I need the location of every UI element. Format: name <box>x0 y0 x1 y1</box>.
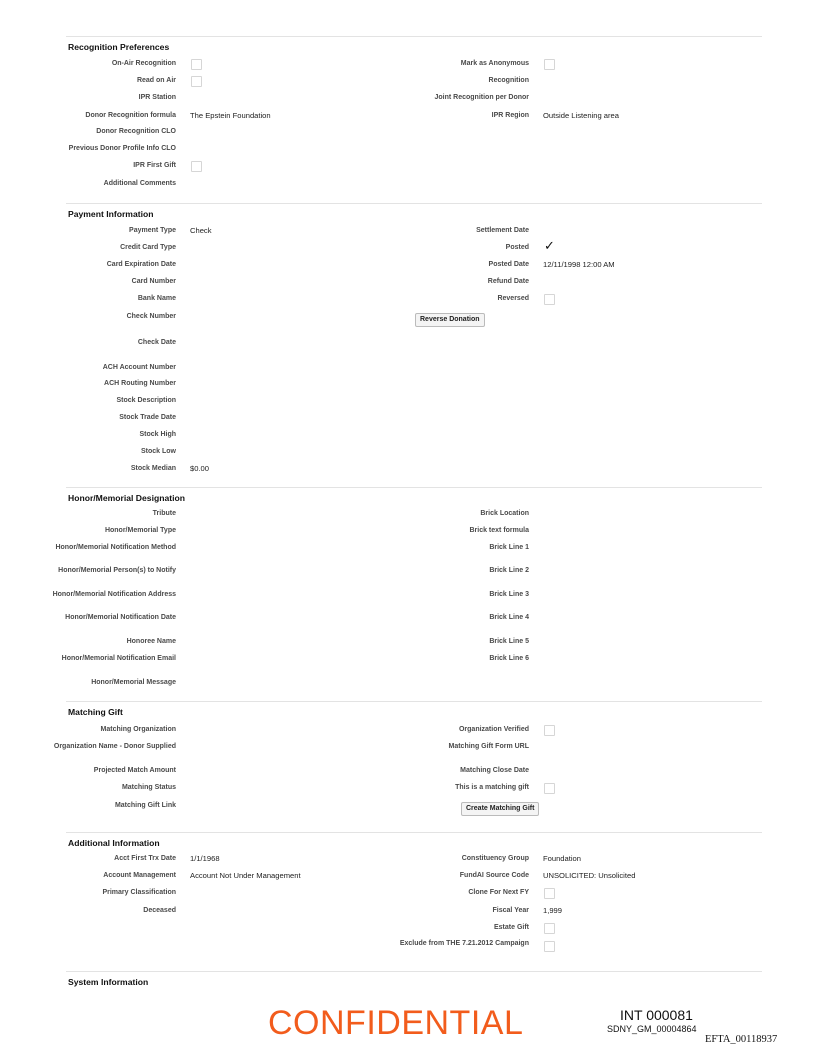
label-settlement-date: Settlement Date <box>476 227 529 234</box>
efta-number-stamp: EFTA_00118937 <box>705 1034 778 1045</box>
section-divider <box>66 36 762 37</box>
label-card-number: Card Number <box>131 278 176 285</box>
section-divider <box>66 971 762 972</box>
label-acct-first-trx-date: Acct First Trx Date <box>114 855 176 862</box>
checkbox-read-on-air[interactable] <box>191 76 202 87</box>
label-honoree-name: Honoree Name <box>126 638 176 645</box>
label-stock-high: Stock High <box>139 431 176 438</box>
label-ipr-station: IPR Station <box>138 94 176 101</box>
label-exclude-from-campaign: Exclude from THE 7.21.2012 Campaign <box>399 940 529 947</box>
label-matching-organization: Matching Organization <box>100 726 176 733</box>
label-estate-gift: Estate Gift <box>493 924 529 931</box>
label-ach-account-number: ACH Account Number <box>102 364 176 371</box>
label-constituency-group: Constituency Group <box>461 855 529 862</box>
int-number-stamp: INT 000081 <box>620 1007 693 1023</box>
section-divider <box>66 701 762 702</box>
value-posted-date: 12/11/1998 12:00 AM <box>543 260 615 269</box>
checkbox-clone-for-next-fy[interactable] <box>544 888 555 899</box>
value-fundai-source-code: UNSOLICITED: Unsolicited <box>543 871 636 880</box>
checkbox-on-air-recognition[interactable] <box>191 59 202 70</box>
label-fundai-source-code: FundAI Source Code <box>459 872 529 879</box>
value-ipr-region: Outside Listening area <box>543 111 619 120</box>
section-title-matching-gift: Matching Gift <box>68 707 123 717</box>
label-brick-line-5: Brick Line 5 <box>489 638 529 645</box>
label-clone-for-next-fy: Clone For Next FY <box>468 889 529 896</box>
label-honor-memorial-message: Honor/Memorial Message <box>91 679 176 686</box>
value-donor-recognition-formula: The Epstein Foundation <box>190 111 271 120</box>
label-notification-email: Honor/Memorial Notification Email <box>61 655 176 662</box>
label-brick-line-1: Brick Line 1 <box>489 544 529 551</box>
label-fiscal-year: Fiscal Year <box>492 907 529 914</box>
label-donor-recognition-clo: Donor Recognition CLO <box>96 128 176 135</box>
label-read-on-air: Read on Air <box>136 77 176 84</box>
section-title-payment: Payment Information <box>68 209 154 219</box>
label-this-is-matching-gift: This is a matching gift <box>455 784 529 791</box>
section-title-system-info: System Information <box>68 977 149 987</box>
label-matching-gift-form-url: Matching Gift Form URL <box>448 743 529 750</box>
label-matching-status: Matching Status <box>121 784 176 791</box>
label-brick-line-6: Brick Line 6 <box>489 655 529 662</box>
label-stock-median: Stock Median <box>130 465 176 472</box>
label-account-management: Account Management <box>103 872 176 879</box>
label-ipr-region: IPR Region <box>491 112 529 119</box>
label-stock-description: Stock Description <box>116 397 176 404</box>
label-org-name-donor-supplied: Organization Name - Donor Supplied <box>53 743 176 750</box>
value-acct-first-trx-date: 1/1/1968 <box>190 854 220 863</box>
label-previous-donor-profile: Previous Donor Profile Info CLO <box>68 145 176 152</box>
label-on-air-recognition: On-Air Recognition <box>111 60 176 67</box>
label-additional-comments: Additional Comments <box>103 180 176 187</box>
label-matching-gift-link: Matching Gift Link <box>114 802 176 809</box>
section-divider <box>66 832 762 833</box>
label-joint-recognition: Joint Recognition per Donor <box>434 94 529 101</box>
label-donor-recognition-formula: Donor Recognition formula <box>85 112 176 119</box>
label-check-date: Check Date <box>137 339 176 346</box>
section-title-honor-memorial: Honor/Memorial Designation <box>68 493 185 503</box>
label-recognition: Recognition <box>488 77 529 84</box>
label-projected-match-amount: Projected Match Amount <box>93 767 176 774</box>
checkbox-exclude-from-campaign[interactable] <box>544 941 555 952</box>
checkbox-ipr-first-gift[interactable] <box>191 161 202 172</box>
label-tribute: Tribute <box>152 510 176 517</box>
label-check-number: Check Number <box>126 313 176 320</box>
label-brick-location: Brick Location <box>480 510 529 517</box>
label-brick-text-formula: Brick text formula <box>469 527 529 534</box>
confidential-stamp: CONFIDENTIAL <box>268 1004 524 1042</box>
label-primary-classification: Primary Classification <box>102 889 176 896</box>
label-brick-line-2: Brick Line 2 <box>489 567 529 574</box>
label-persons-to-notify: Honor/Memorial Person(s) to Notify <box>58 567 176 574</box>
label-stock-low: Stock Low <box>140 448 176 455</box>
checkbox-reversed[interactable] <box>544 294 555 305</box>
label-honor-memorial-type: Honor/Memorial Type <box>104 527 176 534</box>
value-stock-median: $0.00 <box>190 464 210 473</box>
value-fiscal-year: 1,999 <box>543 906 563 915</box>
checkbox-organization-verified[interactable] <box>544 725 555 736</box>
reverse-donation-button[interactable]: Reverse Donation <box>415 313 485 327</box>
label-payment-type: Payment Type <box>129 227 176 234</box>
label-brick-line-4: Brick Line 4 <box>489 614 529 621</box>
section-divider <box>66 203 762 204</box>
label-notification-method: Honor/Memorial Notification Method <box>55 544 176 551</box>
checkbox-estate-gift[interactable] <box>544 923 555 934</box>
label-notification-address: Honor/Memorial Notification Address <box>52 591 176 598</box>
checkbox-mark-as-anonymous[interactable] <box>544 59 555 70</box>
label-matching-close-date: Matching Close Date <box>460 767 529 774</box>
label-deceased: Deceased <box>143 907 176 914</box>
create-matching-gift-button[interactable]: Create Matching Gift <box>461 802 539 816</box>
label-ipr-first-gift: IPR First Gift <box>133 162 176 169</box>
label-mark-as-anonymous: Mark as Anonymous <box>460 60 529 67</box>
label-posted-date: Posted Date <box>488 261 529 268</box>
section-title-recognition: Recognition Preferences <box>68 42 170 52</box>
value-payment-type: Check <box>190 226 212 235</box>
label-bank-name: Bank Name <box>137 295 176 302</box>
section-divider <box>66 487 762 488</box>
label-ach-routing-number: ACH Routing Number <box>104 380 176 387</box>
label-reversed: Reversed <box>497 295 529 302</box>
value-account-management: Account Not Under Management <box>190 871 301 880</box>
label-organization-verified: Organization Verified <box>458 726 529 733</box>
label-posted: Posted <box>505 244 529 251</box>
label-refund-date: Refund Date <box>487 278 529 285</box>
checkbox-this-is-matching-gift[interactable] <box>544 783 555 794</box>
section-title-additional-info: Additional Information <box>68 838 160 848</box>
label-brick-line-3: Brick Line 3 <box>489 591 529 598</box>
label-stock-trade-date: Stock Trade Date <box>119 414 176 421</box>
checkmark-icon: ✓ <box>544 238 555 253</box>
label-card-expiration-date: Card Expiration Date <box>106 261 176 268</box>
value-constituency-group: Foundation <box>543 854 581 863</box>
label-credit-card-type: Credit Card Type <box>120 244 176 251</box>
label-notification-date: Honor/Memorial Notification Date <box>65 614 176 621</box>
sdny-number-stamp: SDNY_GM_00004864 <box>607 1024 697 1034</box>
